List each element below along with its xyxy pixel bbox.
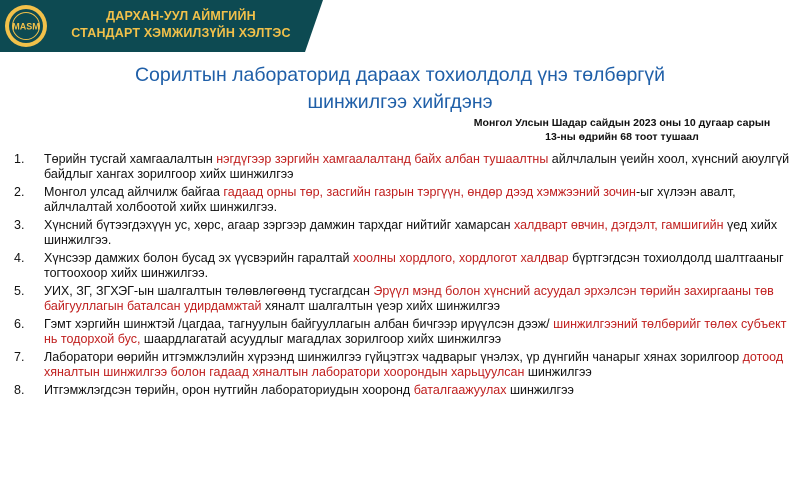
decree-line1: Монгол Улсын Шадар сайдын 2023 оны 10 дугаар сарын — [473, 117, 771, 129]
list-item — [14, 251, 798, 280]
list-item-number: 1. — [14, 152, 25, 166]
highlighted-text: нэгдүгээр зэргийн хамгаалалтанд байх албан тушаалтны — [216, 152, 549, 166]
list-item — [14, 185, 798, 214]
list-item-number: 5. — [14, 284, 25, 298]
list-item-text: Гэмт хэргийн шинжтэй /цагдаа, тагнуулын байгууллагын албан бичгээр ирүүлсэн дээж/ — [44, 317, 554, 331]
list-item-text: бүртгэгдсэн тохиолдолд шалтгааныг тогтоохоор хийх шинжилгээ. — [44, 251, 784, 280]
highlighted-text: хоолны хордлого, хордлогот халдвар — [352, 251, 569, 265]
agency-name-line1: ДАРХАН-УУЛ АЙМГИЙН — [106, 9, 256, 23]
list-item — [14, 218, 798, 247]
list-item — [14, 284, 798, 313]
header-band — [0, 0, 305, 52]
list-item-number: 4. — [14, 251, 25, 265]
list-item-text: УИХ, ЗГ, ЗГХЭГ-ын шалгалтын төлөвлөгөөнд тусгагдсан — [44, 284, 374, 298]
list-item-number: 7. — [14, 350, 25, 364]
list-item-text: Итгэмжлэгдсэн төрийн, орон нутгийн лабораториудын хооронд — [44, 383, 414, 397]
list-item-text: Лаборатори өөрийн итгэмжлэлийн хүрээнд шинжилгээ гүйцэтгэх чадварыг үнэлэх, үр дүнгийн чанарыг хянах зорилгоор — [44, 350, 743, 364]
highlighted-text: гадаад орны төр, засгийн газрын тэргүүн, өндөр дээд хэмжээний зочин — [223, 185, 636, 199]
highlighted-text: халдварт өвчин, дэгдэлт, гамшигийн — [513, 218, 724, 232]
agency-name-line2: СТАНДАРТ ХЭМЖИЛЗҮЙН ХЭЛТЭС — [71, 26, 291, 40]
list-item-text: Монгол улсад айлчилж байгаа — [44, 185, 224, 199]
agency-name — [56, 8, 306, 42]
decree-line2: 13-ны өдрийн 68 тоот тушаал — [545, 131, 699, 143]
list-item-text: хяналт шалгалтын үеэр хийх шинжилгээ — [261, 298, 501, 313]
page-title: Сорилтын лабораторид дараах тохиолдолд үнэ төлбөргүй шинжилгээ хийгдэнэ — [134, 64, 666, 113]
decree-reference — [452, 116, 792, 144]
list-item — [14, 317, 798, 346]
highlighted-text: шинжилгээний төлбөрийг төлөх субъект нь тодорхой бус, — [44, 317, 787, 346]
list-item-text: Төрийн тусгай хамгаалалтын — [44, 152, 217, 166]
list-item-text: Хүнсээр дамжих болон бусад эх үүсвэрийн гаралтай — [44, 251, 353, 265]
list-item-text: -ыг хүлээн авалт, айлчлалтай холбоотой хийх шинжилгээ. — [44, 185, 736, 214]
list-item-number: 6. — [14, 317, 25, 331]
list-item-text: шаардлагатай асуудлыг магадлах зорилгоор хийх шинжилгээ — [140, 331, 502, 346]
list-item — [14, 152, 798, 181]
highlighted-text: баталгаажуулах — [413, 383, 507, 397]
free-test-list — [14, 152, 798, 402]
list-item-text: үед хийх шинжилгээ. — [44, 218, 778, 247]
highlighted-text: Эрүүл мэнд болон хүнсний асуудал эрхэлсэн төрийн захиргааны төв байгууллагын баталсан удирдамжтай — [44, 284, 774, 313]
list-item-text: айлчлалын үеийн хоол, хүнсний аюулгүй байдлыг хангах зорилгоор хийх шинжилгээ — [44, 152, 790, 181]
list-item-text: шинжилгээ — [524, 364, 592, 379]
list-item-number: 3. — [14, 218, 25, 232]
list-item-text: шинжилгээ — [506, 383, 574, 397]
list-item — [14, 350, 798, 379]
list-item-number: 2. — [14, 185, 25, 199]
highlighted-text: дотоод хяналтын шинжилгээ болон гадаад хяналтын лаборатори хоорондын харьцуулсан — [44, 350, 784, 379]
list-item-number: 8. — [14, 383, 25, 397]
logo-text: MASM — [12, 21, 40, 32]
list-item-text: Хүнсний бүтээгдэхүүн ус, хөрс, агаар зэргээр дамжин тархдаг нийтийг хамарсан — [44, 218, 514, 232]
list-item — [14, 383, 798, 398]
agency-logo-icon — [3, 3, 49, 49]
